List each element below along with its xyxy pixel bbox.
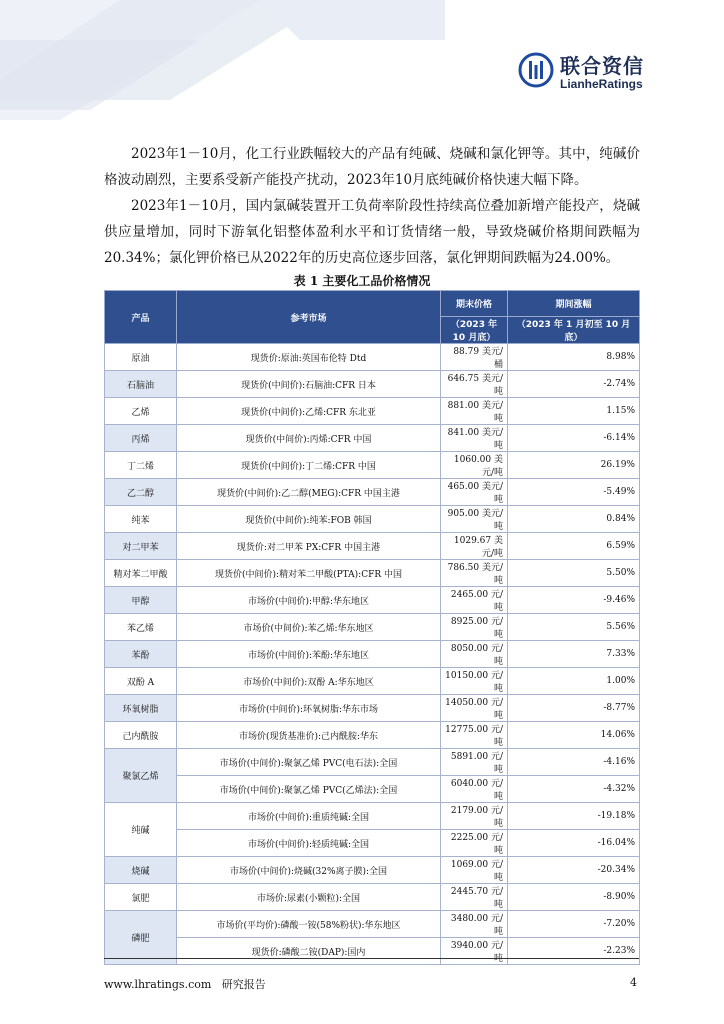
table-row: 原油 现货价:原油:英国布伦特 Dtd 88.79 美元/桶 8.98% xyxy=(105,344,640,371)
header-change-sub: （2023 年 1 月初至 10 月底） xyxy=(508,317,640,344)
table-row: 聚氯乙烯 市场价(中间价):聚氯乙烯 PVC(电石法):全国 5891.00 元/吨 -4.16% xyxy=(105,749,640,776)
footer-site[interactable]: www.lhratings.com xyxy=(104,978,212,991)
table-row: 环氧树脂 市场价(中间价):环氧树脂:华东市场 14050.00 元/吨 -8.77% xyxy=(105,695,640,722)
header-change: 期间涨幅 xyxy=(508,291,640,317)
footer-label: 研究报告 xyxy=(221,978,266,991)
table-row: 乙二醇 现货价(中间价):乙二醇(MEG):CFR 中国主港 465.00 美元/吨 -5.49% xyxy=(105,479,640,506)
table-row: 乙烯 现货价(中间价):乙烯:CFR 东北亚 881.00 美元/吨 1.15% xyxy=(105,398,640,425)
header-product: 产品 xyxy=(105,291,177,344)
table-row: 纯苯 现货价(中间价):纯苯:FOB 韩国 905.00 美元/吨 0.84% xyxy=(105,506,640,533)
table-row: 氯肥 市场价:尿素(小颗粒):全国 2445.70 元/吨 -8.90% xyxy=(105,884,640,911)
paragraph-1: 2023年1－10月，化工行业跌幅较大的产品有纯碱、烧碱和氯化钾等。其中，纯碱价格波动剧烈，主要系受新产能投产扰动，2023年10月底纯碱价格快速大幅下降。 xyxy=(104,146,640,188)
table-row: 苯乙烯 市场价(中间价):苯乙烯:华东地区 8925.00 元/吨 5.56% xyxy=(105,614,640,641)
table-row: 双酚 A 市场价(中间价):双酚 A:华东地区 10150.00 元/吨 1.00% xyxy=(105,668,640,695)
table-row: 市场价(中间价):轻质纯碱:全国 2225.00 元/吨 -16.04% xyxy=(105,830,640,857)
body-text xyxy=(104,141,640,271)
table-row: 对二甲苯 现货价:对二甲苯 PX:CFR 中国主港 1029.67 美元/吨 6.59% xyxy=(105,533,640,560)
price-table xyxy=(104,290,640,965)
table-row: 石脑油 现货价(中间价):石脑油:CFR 日本 646.75 美元/吨 -2.74% xyxy=(105,371,640,398)
table-row: 丙烯 现货价(中间价):丙烯:CFR 中国 841.00 美元/吨 -6.14% xyxy=(105,425,640,452)
header-market: 参考市场 xyxy=(177,291,441,344)
table-row: 烧碱 市场价(中间价):烧碱(32%离子膜):全国 1069.00 元/吨 -20.34% xyxy=(105,857,640,884)
footer-divider xyxy=(104,958,639,959)
table-row: 纯碱 市场价(中间价):重质纯碱:全国 2179.00 元/吨 -19.18% xyxy=(105,803,640,830)
table-row: 市场价(中间价):聚氯乙烯 PVC(乙烯法):全国 6040.00 元/吨 -4.32% xyxy=(105,776,640,803)
table-row: 丁二烯 现货价(中间价):丁二烯:CFR 中国 1060.00 美元/吨 26.19% xyxy=(105,452,640,479)
table-row: 精对苯二甲酸 现货价(中间价):精对苯二甲酸(PTA):CFR 中国 786.50 美元/吨 5.50% xyxy=(105,560,640,587)
paragraph-2: 2023年1－10月，国内氯碱装置开工负荷率阶段性持续高位叠加新增产能投产，烧碱供应量增加，同时下游氧化铝整体盈利水平和订货情绪一般，导致烧碱价格期间跌幅为20.34%；氯化钾价格已从2022年的历史高位逐步回落，氯化钾期间跌幅为24.00%。 xyxy=(104,198,640,266)
lianhe-logo-icon xyxy=(518,52,554,88)
logo-chinese: 联合资信 xyxy=(560,54,644,78)
header-price: 期末价格 xyxy=(441,291,508,317)
header-price-sub: （2023 年 10 月底） xyxy=(441,317,508,344)
table-row: 现货价:磷酸二铵(DAP):国内 3940.00 元/吨 -2.23% xyxy=(105,938,640,965)
company-logo xyxy=(518,50,648,100)
table-row: 磷肥 市场价(平均价):磷酸一铵(58%粉状):华东地区 3480.00 元/吨 -7.20% xyxy=(105,911,640,938)
page-number: 4 xyxy=(630,976,637,989)
table-row: 苯酚 市场价(中间价):苯酚:华东地区 8050.00 元/吨 7.33% xyxy=(105,641,640,668)
table-row: 己内酰胺 市场价(现货基准价):己内酰胺:华东 12775.00 元/吨 14.06% xyxy=(105,722,640,749)
logo-english: LianheRatings xyxy=(560,77,643,91)
table-row: 甲醇 市场价(中间价):甲醇:华东地区 2465.00 元/吨 -9.46% xyxy=(105,587,640,614)
table-caption: 表 1 主要化工品价格情况 xyxy=(293,274,431,288)
footer-left xyxy=(104,976,266,992)
